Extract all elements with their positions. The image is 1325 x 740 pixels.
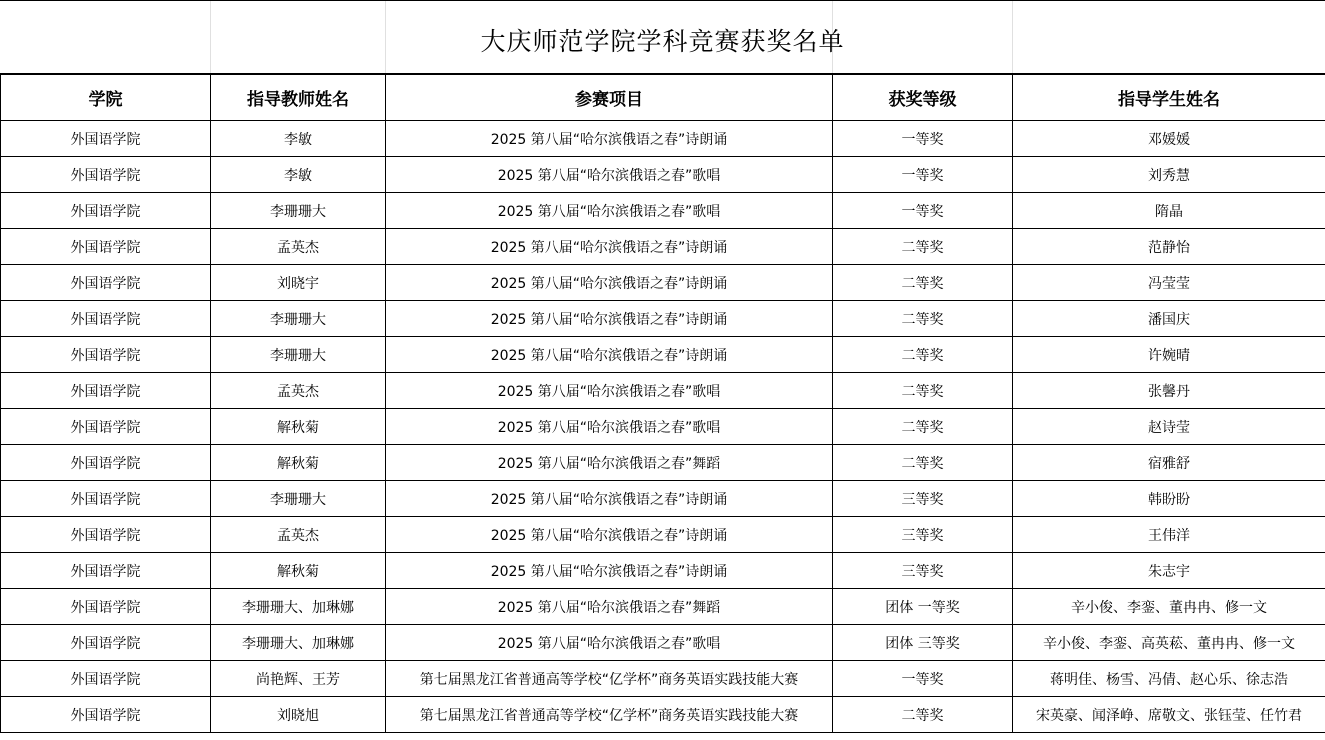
cell-teacher[interactable]: 李珊珊大 <box>211 301 386 337</box>
cell-project[interactable]: 2025 第八届“哈尔滨俄语之春”歌唱 <box>386 193 833 229</box>
cell-students[interactable]: 隋晶 <box>1013 193 1325 229</box>
cell-college[interactable]: 外国语学院 <box>1 553 211 589</box>
cell-students[interactable]: 辛小俊、李銮、董冉冉、修一文 <box>1013 589 1325 625</box>
cell-students[interactable]: 宿雅舒 <box>1013 445 1325 481</box>
table-row <box>1 229 1325 265</box>
cell-teacher[interactable]: 解秋菊 <box>211 445 386 481</box>
table-row <box>1 121 1325 157</box>
table-row <box>1 445 1325 481</box>
cell-project[interactable]: 2025 第八届“哈尔滨俄语之春”诗朗诵 <box>386 337 833 373</box>
header-row <box>1 75 1325 121</box>
cell-award-level[interactable]: 二等奖 <box>833 337 1013 373</box>
cell-award-level[interactable]: 三等奖 <box>833 517 1013 553</box>
cell-project[interactable]: 2025 第八届“哈尔滨俄语之春”诗朗诵 <box>386 121 833 157</box>
table-row <box>1 193 1325 229</box>
cell-college[interactable]: 外国语学院 <box>1 661 211 697</box>
cell-students[interactable]: 刘秀慧 <box>1013 157 1325 193</box>
cell-teacher[interactable]: 李珊珊大 <box>211 481 386 517</box>
cell-students[interactable]: 张馨丹 <box>1013 373 1325 409</box>
cell-students[interactable]: 冯莹莹 <box>1013 265 1325 301</box>
table-row <box>1 337 1325 373</box>
cell-project[interactable]: 第七届黑龙江省普通高等学校“亿学杯”商务英语实践技能大赛 <box>386 697 833 733</box>
table-row <box>1 265 1325 301</box>
cell-project[interactable]: 2025 第八届“哈尔滨俄语之春”舞蹈 <box>386 589 833 625</box>
cell-college[interactable]: 外国语学院 <box>1 193 211 229</box>
cell-teacher[interactable]: 李珊珊大、加琳娜 <box>211 589 386 625</box>
cell-teacher[interactable]: 孟英杰 <box>211 517 386 553</box>
cell-teacher[interactable]: 李珊珊大 <box>211 337 386 373</box>
cell-students[interactable]: 赵诗莹 <box>1013 409 1325 445</box>
cell-students[interactable]: 范静怡 <box>1013 229 1325 265</box>
cell-project[interactable]: 第七届黑龙江省普通高等学校“亿学杯”商务英语实践技能大赛 <box>386 661 833 697</box>
cell-students[interactable]: 朱志宇 <box>1013 553 1325 589</box>
cell-college[interactable]: 外国语学院 <box>1 157 211 193</box>
cell-award-level[interactable]: 一等奖 <box>833 661 1013 697</box>
cell-teacher[interactable]: 解秋菊 <box>211 409 386 445</box>
header-college[interactable]: 学院 <box>1 75 211 121</box>
cell-award-level[interactable]: 一等奖 <box>833 193 1013 229</box>
cell-teacher[interactable]: 李敏 <box>211 121 386 157</box>
cell-project[interactable]: 2025 第八届“哈尔滨俄语之春”歌唱 <box>386 373 833 409</box>
cell-teacher[interactable]: 孟英杰 <box>211 373 386 409</box>
cell-teacher[interactable]: 尚艳辉、王芳 <box>211 661 386 697</box>
table-row <box>1 481 1325 517</box>
cell-teacher[interactable]: 孟英杰 <box>211 229 386 265</box>
cell-college[interactable]: 外国语学院 <box>1 409 211 445</box>
cell-award-level[interactable]: 一等奖 <box>833 121 1013 157</box>
cell-college[interactable]: 外国语学院 <box>1 517 211 553</box>
cell-college[interactable]: 外国语学院 <box>1 481 211 517</box>
header-award-level[interactable]: 获奖等级 <box>833 75 1013 121</box>
cell-award-level[interactable]: 三等奖 <box>833 553 1013 589</box>
table-row <box>1 697 1325 733</box>
cell-college[interactable]: 外国语学院 <box>1 337 211 373</box>
cell-award-level[interactable]: 二等奖 <box>833 301 1013 337</box>
cell-college[interactable]: 外国语学院 <box>1 121 211 157</box>
cell-college[interactable]: 外国语学院 <box>1 265 211 301</box>
table-row <box>1 625 1325 661</box>
cell-award-level[interactable]: 三等奖 <box>833 481 1013 517</box>
cell-award-level[interactable]: 二等奖 <box>833 229 1013 265</box>
cell-students[interactable]: 宋英豪、闻泽峥、席敬文、张钰莹、任竹君 <box>1013 697 1325 733</box>
cell-award-level[interactable]: 二等奖 <box>833 373 1013 409</box>
cell-project[interactable]: 2025 第八届“哈尔滨俄语之春”诗朗诵 <box>386 517 833 553</box>
cell-project[interactable]: 2025 第八届“哈尔滨俄语之春”诗朗诵 <box>386 553 833 589</box>
table-row <box>1 409 1325 445</box>
cell-project[interactable]: 2025 第八届“哈尔滨俄语之春”诗朗诵 <box>386 229 833 265</box>
cell-college[interactable]: 外国语学院 <box>1 697 211 733</box>
table-row <box>1 157 1325 193</box>
cell-teacher[interactable]: 李珊珊大、加琳娜 <box>211 625 386 661</box>
cell-award-level[interactable]: 团体 三等奖 <box>833 625 1013 661</box>
cell-students[interactable]: 许婉晴 <box>1013 337 1325 373</box>
cell-teacher[interactable]: 刘晓宇 <box>211 265 386 301</box>
cell-college[interactable]: 外国语学院 <box>1 301 211 337</box>
page-title: 大庆师范学院学科竞赛获奖名单 <box>480 27 845 56</box>
cell-students[interactable]: 邓媛媛 <box>1013 121 1325 157</box>
title-cell[interactable] <box>0 0 1325 74</box>
cell-project[interactable]: 2025 第八届“哈尔滨俄语之春”诗朗诵 <box>386 301 833 337</box>
table-row <box>1 517 1325 553</box>
cell-award-level[interactable]: 团体 一等奖 <box>833 589 1013 625</box>
cell-college[interactable]: 外国语学院 <box>1 445 211 481</box>
header-project[interactable]: 参赛项目 <box>386 75 833 121</box>
cell-students[interactable]: 蒋明佳、杨雪、冯倩、赵心乐、徐志浩 <box>1013 661 1325 697</box>
cell-students[interactable]: 王伟洋 <box>1013 517 1325 553</box>
cell-teacher[interactable]: 李珊珊大 <box>211 193 386 229</box>
cell-award-level[interactable]: 二等奖 <box>833 445 1013 481</box>
cell-college[interactable]: 外国语学院 <box>1 229 211 265</box>
cell-project[interactable]: 2025 第八届“哈尔滨俄语之春”诗朗诵 <box>386 265 833 301</box>
table-row <box>1 301 1325 337</box>
cell-college[interactable]: 外国语学院 <box>1 589 211 625</box>
cell-award-level[interactable]: 一等奖 <box>833 157 1013 193</box>
table-row <box>1 589 1325 625</box>
cell-project[interactable]: 2025 第八届“哈尔滨俄语之春”舞蹈 <box>386 445 833 481</box>
cell-teacher[interactable]: 解秋菊 <box>211 553 386 589</box>
header-teacher[interactable]: 指导教师姓名 <box>211 75 386 121</box>
table-row <box>1 553 1325 589</box>
cell-students[interactable]: 辛小俊、李銮、高英菘、董冉冉、修一文 <box>1013 625 1325 661</box>
cell-award-level[interactable]: 二等奖 <box>833 697 1013 733</box>
cell-project[interactable]: 2025 第八届“哈尔滨俄语之春”歌唱 <box>386 625 833 661</box>
table-row <box>1 373 1325 409</box>
cell-teacher[interactable]: 刘晓旭 <box>211 697 386 733</box>
cell-students[interactable]: 潘国庆 <box>1013 301 1325 337</box>
cell-teacher[interactable]: 李敏 <box>211 157 386 193</box>
header-students[interactable]: 指导学生姓名 <box>1013 75 1325 121</box>
cell-project[interactable]: 2025 第八届“哈尔滨俄语之春”歌唱 <box>386 409 833 445</box>
cell-project[interactable]: 2025 第八届“哈尔滨俄语之春”歌唱 <box>386 157 833 193</box>
cell-college[interactable]: 外国语学院 <box>1 373 211 409</box>
cell-award-level[interactable]: 二等奖 <box>833 409 1013 445</box>
table-row <box>1 661 1325 697</box>
cell-project[interactable]: 2025 第八届“哈尔滨俄语之春”诗朗诵 <box>386 481 833 517</box>
cell-award-level[interactable]: 二等奖 <box>833 265 1013 301</box>
cell-students[interactable]: 韩盼盼 <box>1013 481 1325 517</box>
awards-table <box>0 74 1325 733</box>
cell-college[interactable]: 外国语学院 <box>1 625 211 661</box>
